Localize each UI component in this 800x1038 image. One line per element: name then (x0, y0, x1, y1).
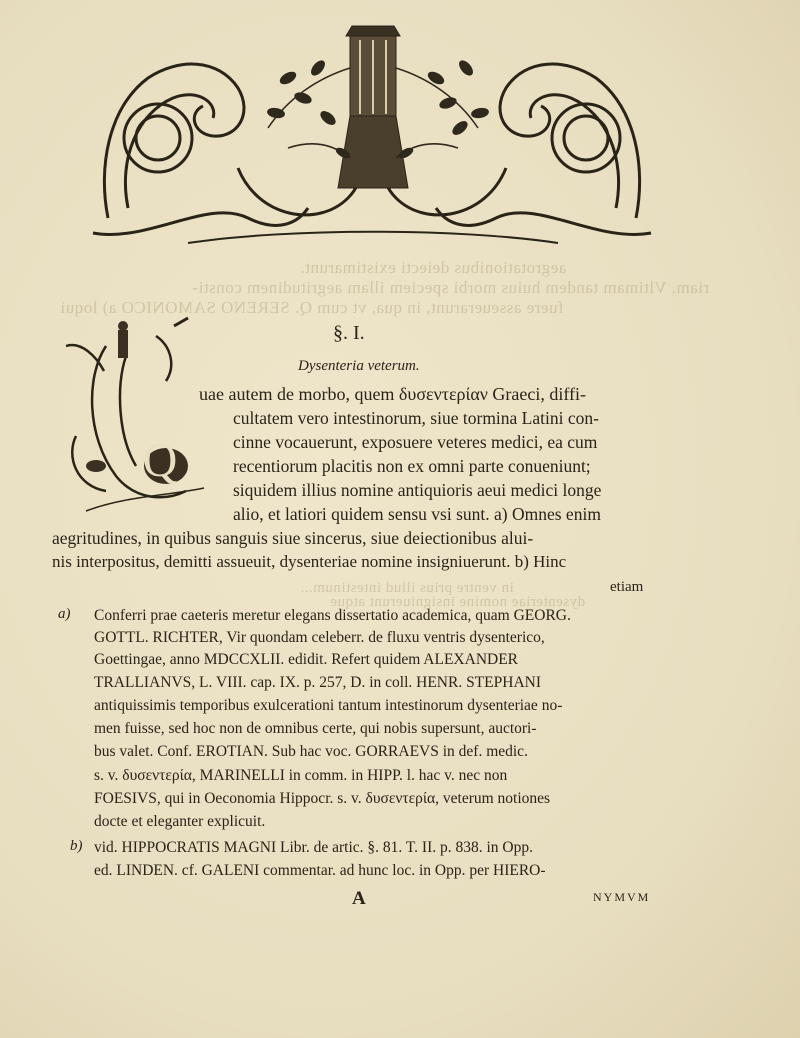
ornamental-headpiece (88, 18, 656, 250)
footnote-a-line: men fuisse, sed hoc non de omnibus certe, qui nobis supersunt, auctori- (94, 720, 537, 737)
body-catch-line (610, 577, 643, 597)
body-line-6 (233, 504, 601, 524)
body-line-1 (199, 384, 586, 404)
footnote-a-line: bus valet. Conf. EROTIAN. Sub hac voc. GORRAEVS in def. medic. (94, 743, 528, 760)
section-heading: Dysenteria veterum. (298, 358, 420, 374)
body-line-text: recentiorum placitis non ex omni parte conueniunt; (233, 456, 591, 476)
footnote-a-line: TRALLIANVS, L. VIII. cap. IX. p. 257, D. in coll. HENR. STEPHANI (94, 674, 542, 691)
body-line-text: aegritudines, in quibus sanguis siue sincerus, siue deiectionibus alui- (52, 528, 534, 548)
footnote-a-marker: a) (58, 606, 71, 622)
body-line-text: uae autem de morbo, quem δυσεντερίαν Graeci, diffi- (199, 384, 587, 404)
body-line-8 (52, 552, 566, 572)
body-line-2 (233, 408, 599, 428)
footnote-b-line: vid. HIPPOCRATIS MAGNI Libr. de artic. §. 81. T. II. p. 838. in Opp. (94, 839, 534, 856)
body-line-text: alio, et latiori quidem sensu vsi sunt. a) Omnes enim (233, 504, 601, 524)
footnote-a-line: s. v. δυσεντερία, MARINELLI in comm. in HIPP. l. hac v. nec non (94, 767, 508, 784)
footnote-b-line: ed. LINDEN. cf. GALENI commentar. ad hunc loc. in Opp. per HIERO- (94, 862, 546, 879)
footnote-b-marker: b) (70, 838, 83, 854)
body-line-text: siquidem illius nomine antiquioris aeui medici longe (233, 480, 602, 500)
body-line-text: cultatem vero intestinorum, siue tormina Latini con- (233, 408, 599, 428)
body-line-4 (233, 456, 591, 476)
footnote-a-line: docte et eleganter explicuit. (94, 813, 266, 830)
footnote-a-line: FOESIVS, qui in Oeconomia Hippocr. s. v. δυσεντερία, veterum notiones (94, 790, 551, 807)
footnote-a-line: GOTTL. RICHTER, Vir quondam celeberr. de fluxu ventris dysenterico, (94, 629, 545, 646)
bleed-through-line: fuere asseuerarunt, in qua, vt cum Q. SERENO SAMONICO a) loqui (60, 298, 564, 317)
bleed-through-line: in ventre prius illud intestinum... (300, 580, 514, 596)
body-line-text: etiam (610, 579, 644, 595)
footnote-a-line: Goettingae, anno MDCCXLII. edidit. Refert quidem ALEXANDER (94, 651, 519, 668)
footnote-a-line: antiquissimis temporibus exulcerationi tantum intestinorum dysenteriae no- (94, 697, 563, 714)
body-line-7 (52, 528, 533, 548)
catchword: NYMVM (593, 890, 651, 904)
bleed-through-line: aegrotationibus deiecti existimarunt. (300, 258, 567, 277)
signature-mark: A (352, 888, 366, 909)
bleed-through-line: riam. Vltimam tandem huius morbi speciem illam aegritudinem consti- (192, 278, 710, 297)
bleed-through-line: dysenteriae nomine insigniuerunt atque (330, 594, 586, 610)
initial-letter: Q (142, 434, 178, 487)
body-line-3 (233, 432, 597, 452)
decorated-initial-q (56, 316, 206, 512)
footnote-a-line: Conferri prae caeteris meretur elegans dissertatio academica, quam GEORG. (94, 607, 571, 624)
section-number: §. I. (333, 322, 365, 344)
body-line-5 (233, 480, 601, 500)
body-line-text: cinne vocauerunt, exposuere veteres medici, ea cum (233, 432, 598, 452)
body-line-text: nis interpositus, demitti assueuit, dysenteriae nomine insigniuerunt. b) Hinc (52, 552, 567, 571)
